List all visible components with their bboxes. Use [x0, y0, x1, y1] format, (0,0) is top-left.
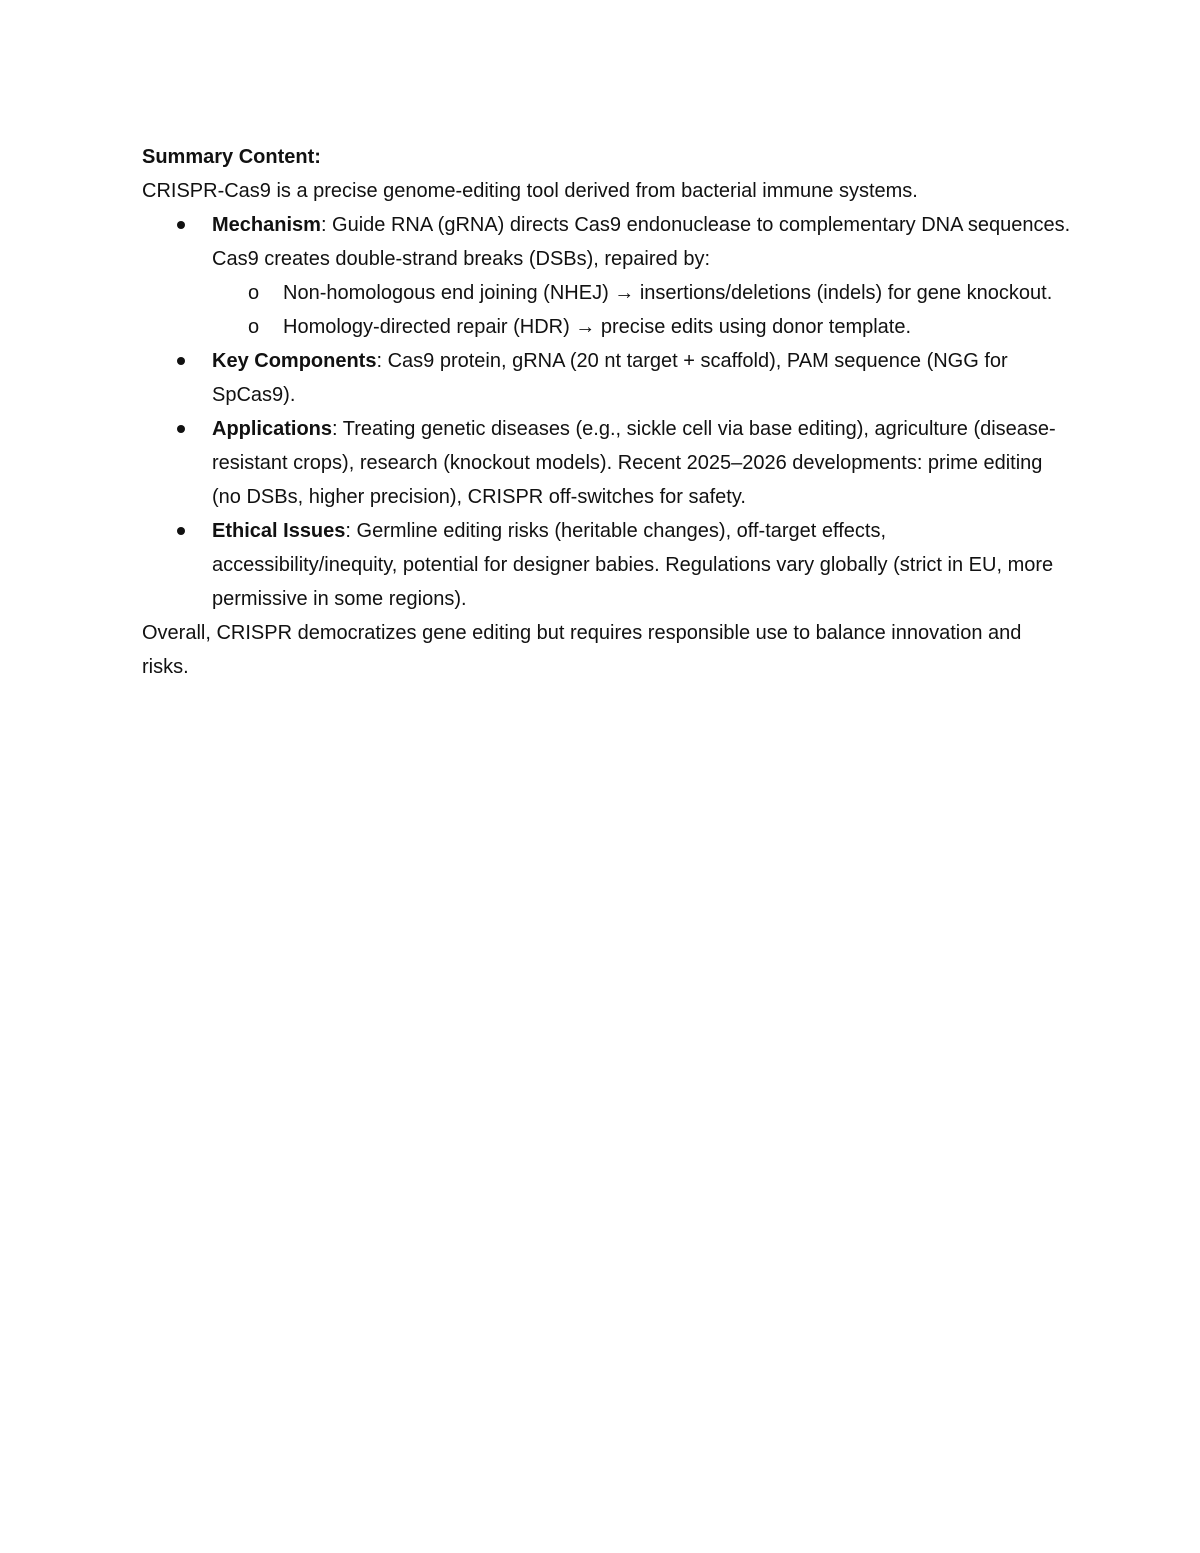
sub-bullet-list: [212, 276, 1072, 344]
document-body: [142, 140, 1072, 684]
bullet-text: : Germline editing risks (heritable changes), off-target effects, accessibility/inequity, potential for designer babies. Regulations vary globally (strict in EU, more permissive in some regions).: [212, 520, 1054, 610]
bullet-item-mechanism: [142, 208, 1072, 344]
bullet-dot-icon: [177, 357, 185, 365]
bullet-item-ethical-issues: [142, 514, 1072, 616]
hollow-circle-bullet-icon: o: [248, 316, 260, 338]
bullet-term: Ethical Issues: [212, 520, 346, 542]
bullet-term: Key Components: [212, 350, 377, 372]
bullet-item-key-components: [142, 344, 1072, 412]
sub-bullet-item-hdr: [212, 310, 1072, 344]
intro-paragraph: CRISPR-Cas9 is a precise genome-editing tool derived from bacterial immune systems.: [142, 180, 918, 202]
bullet-item-applications: [142, 412, 1072, 514]
bullet-dot-icon: [177, 527, 185, 535]
hollow-circle-bullet-icon: o: [248, 282, 260, 304]
bullet-term: Applications: [212, 418, 333, 440]
conclusion-paragraph: Overall, CRISPR democratizes gene editing but requires responsible use to balance innovation and risks.: [142, 622, 1022, 678]
sub-bullet-item-nhej: [212, 276, 1072, 310]
sub-bullet-text: Non-homologous end joining (NHEJ) → insertions/deletions (indels) for gene knockout.: [283, 282, 1053, 304]
bullet-text: : Cas9 protein, gRNA (20 nt target + scaffold), PAM sequence (NGG for SpCas9).: [212, 350, 1008, 406]
bullet-text: : Treating genetic diseases (e.g., sickle cell via base editing), agriculture (disease-resistant crops), research (knockout models). Recent 2025–2026 developments: prime editing (no DSBs, higher precision), CRISPR off-switches for safety.: [212, 418, 1056, 508]
bullet-text: : Guide RNA (gRNA) directs Cas9 endonuclease to complementary DNA sequences. Cas9 creates double-strand breaks (DSBs), repaired by:: [212, 214, 1071, 270]
summary-heading: Summary Content:: [142, 146, 321, 168]
bullet-list: [142, 208, 1072, 616]
sub-bullet-text: Homology-directed repair (HDR) → precise edits using donor template.: [283, 316, 912, 338]
bullet-dot-icon: [177, 221, 185, 229]
bullet-dot-icon: [177, 425, 185, 433]
bullet-term: Mechanism: [212, 214, 321, 236]
